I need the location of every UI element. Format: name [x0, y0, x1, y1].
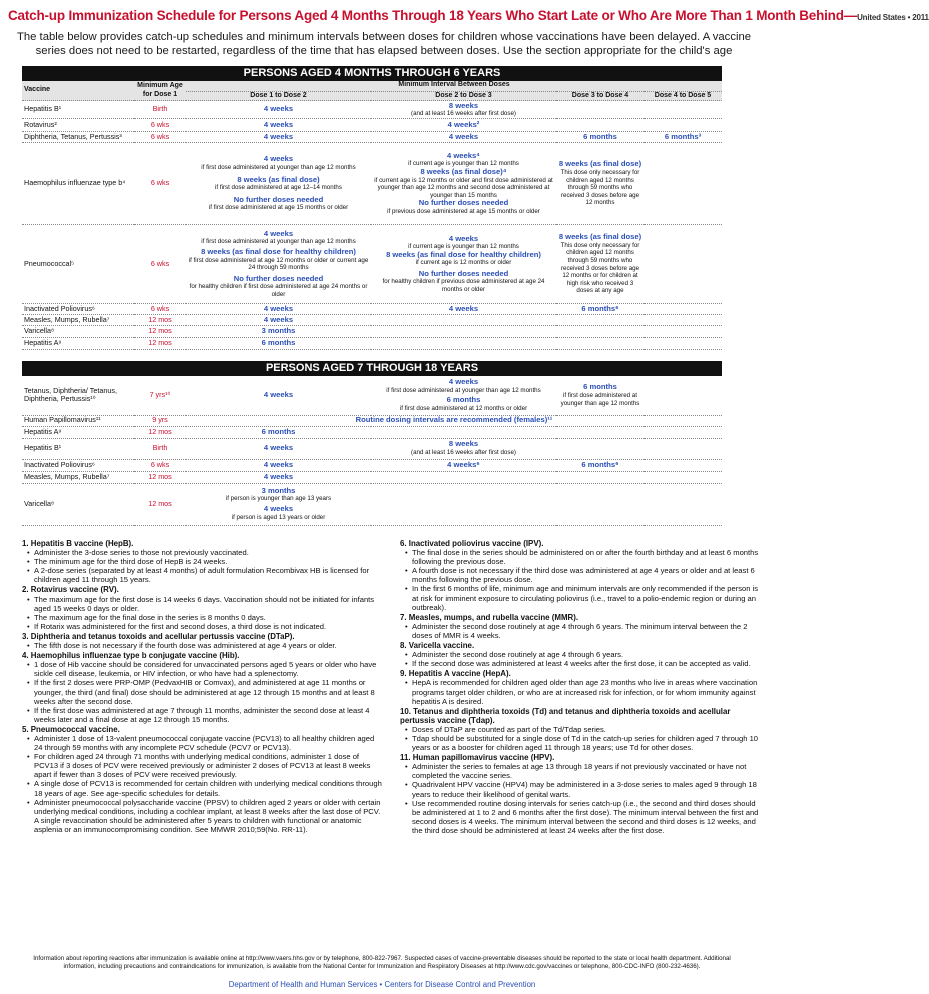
footnote-item: • Administer the second dose routinely at age 4 through 6 years. The minimum interval between the 2 doses of MMR is 4 weeks. [412, 622, 762, 640]
footnotes [22, 538, 762, 835]
interval-note: (and at least 16 weeks after first dose) [411, 110, 516, 118]
vaccine-name: Diphtheria, Tetanus, Pertussis³ [22, 132, 134, 143]
table-row [22, 225, 722, 304]
footnote-list [400, 725, 762, 752]
footnote-item: • If the second dose was administered at least 4 weeks after the first dose, it can be accepted as valid. [412, 659, 762, 668]
footnote-list [22, 660, 384, 724]
header-dose4-5: Dose 4 to Dose 5 [644, 91, 722, 101]
footnote-item: • The fifth dose is not necessary if the fourth dose was administered at age 4 years or older. [34, 641, 384, 650]
footnote-item: • If Rotarix was administered for the first and second doses, a third dose is not indicated. [34, 622, 384, 631]
footnote-list [400, 650, 762, 668]
interval: Routine dosing intervals are recommended (females)¹¹ [186, 415, 722, 426]
vaccine-name: Varicella⁸ [22, 483, 134, 525]
vaccine-name: Inactivated Poliovirus⁶ [22, 304, 134, 315]
footnote-item: • A 2-dose series (separated by at least 4 months) of adult formulation Recombivax HB is licensed for children aged 11 through 15 years. [34, 566, 384, 584]
interval-note: This dose only necessary for children aged 12 months through 59 months who received 3 doses before age 12 months or for children at high risk who received 3 doses at any age [560, 241, 640, 295]
vaccine-name: Rotavirus² [22, 119, 134, 132]
interval: 4 weeks [371, 304, 556, 315]
table-row [22, 101, 722, 119]
interval-note: if person is aged 13 years or older [231, 513, 326, 521]
interval: 8 weeks [448, 439, 479, 449]
footnote-heading: 2. Rotavirus vaccine (RV). [22, 585, 119, 595]
footnote-list [400, 622, 762, 640]
interval-note: if first dose administered at age 12 months or older or current age 24 through 59 months [188, 256, 369, 272]
footnote-item: • 1 dose of Hib vaccine should be considered for unvaccinated persons aged 5 years or older who have sickle cell disease, leukemia, or HIV infection, or who have had a splenectomy. [34, 660, 384, 678]
table-row [22, 415, 722, 426]
page-title: Catch-up Immunization Schedule for Persons Aged 4 Months Through 18 Years Who Start Late or Who Are More Than 1 Month Behind—United States • 2011 [8, 8, 929, 23]
min-age: 9 yrs [134, 415, 186, 426]
interval: 4 weeks⁶ [371, 459, 556, 471]
interval: 4 weeks [186, 304, 371, 315]
header-vaccine: Vaccine [22, 81, 134, 101]
footnote [400, 641, 762, 668]
footnote [400, 613, 762, 640]
vaccine-name: Hepatitis B¹ [22, 101, 134, 119]
table-row [22, 119, 722, 132]
interval: 8 weeks (as final dose) [237, 174, 320, 184]
footnote-heading: 6. Inactivated poliovirus vaccine (IPV). [400, 539, 544, 548]
min-age: 6 wks [134, 132, 186, 143]
interval-note: if previous dose administered at age 15 months or older [387, 207, 540, 215]
table-row [22, 438, 722, 459]
vaccine-name: Hepatitis A⁹ [22, 426, 134, 438]
interval: 4 weeks [263, 504, 294, 513]
section-band-4mo-6yr: PERSONS AGED 4 MONTHS THROUGH 6 YEARS [22, 66, 722, 81]
interval-note: if first dose administered at younger than age 12 months [560, 391, 640, 407]
interval: 3 months [261, 485, 296, 495]
vaccine-name: Hepatitis B¹ [22, 438, 134, 459]
interval: 8 weeks (as final dose for healthy children) [386, 249, 541, 259]
footnote [22, 585, 384, 630]
min-age: 6 wks [134, 143, 186, 225]
footnote-heading: 9. Hepatitis A vaccine (HepA). [400, 669, 511, 679]
footnote-item: • Administer the 3-dose series to those not previously vaccinated. [34, 548, 384, 557]
vaccine-name: Tetanus, Diphtheria/ Tetanus, Diphtheria, Pertussis¹⁰ [22, 376, 134, 415]
table-row [22, 483, 722, 525]
footnote-item: • Doses of DTaP are counted as part of the Td/Tdap series. [412, 725, 762, 734]
footnote-item: • HepA is recommended for children aged older than age 23 months who live in areas where vaccination programs target older children, or who are at increased risk for infection, or for whom immunity against hepatitis A is desired. [412, 678, 762, 705]
footnote-list [400, 762, 762, 835]
footnote-heading: 11. Human papillomavirus vaccine (HPV). [400, 753, 555, 763]
header-dose3-4: Dose 3 to Dose 4 [556, 91, 644, 101]
min-age: 12 mos [134, 483, 186, 525]
interval: 4 weeks [186, 471, 371, 483]
min-age: Birth [134, 438, 186, 459]
interval: 4 weeks [186, 119, 371, 132]
interval-note: for healthy children if previous dose administered at age 24 months or older [382, 278, 545, 294]
interval-note: (and at least 16 weeks after first dose) [411, 449, 516, 456]
footnote-item: • The final dose in the series should be administered on or after the fourth birthday and at least 6 months following the previous dose. [412, 548, 762, 566]
intro-text: The table below provides catch-up schedules and minimum intervals between doses for children whose vaccinations have been delayed. A vaccine series does not need to be restarted, regardless of the time that has elapsed between doses. Use the section appropriate for the child's age [16, 31, 752, 57]
interval: 4 weeks [448, 233, 479, 243]
interval: 8 weeks (as final dose for healthy children) [201, 246, 356, 256]
interval: 4 weeks² [371, 119, 556, 132]
interval: 8 weeks (as final dose)⁴ [420, 166, 507, 176]
table-row [22, 304, 722, 315]
interval: 4 weeks [186, 315, 371, 326]
footer-info: Information about reporting reactions after immunization is available online at http://www.vaers.hhs.gov or by telephone, 800-822-7967. Suspected cases of vaccine-preventable diseases should be reported to the state or local health department. Additional information, including precautions and contraindications for immunization, is available from the National Center for Immunization and Respiratory Diseases at http://www.cdc.gov/vaccines or telephone, 800-CDC-INFO (800-232-4636). [33, 955, 731, 970]
interval: 4 weeks [186, 438, 371, 459]
interval: 4 weeks [263, 154, 294, 164]
interval-note: if current age is 12 months or older and first dose administered at younger than age 12 months and second dose administered at younger than 15 months [374, 176, 553, 199]
footnote-list [22, 641, 384, 650]
footnote [22, 651, 384, 724]
footnote-heading: 3. Diphtheria and tetanus toxoids and acellular pertussis vaccine (DTaP). [22, 631, 295, 641]
vaccine-name: Hepatitis A⁹ [22, 338, 134, 350]
table-row [22, 132, 722, 143]
interval: 4 weeks [186, 132, 371, 143]
header-dose1-2: Dose 1 to Dose 2 [186, 91, 371, 101]
interval-note: if person is younger than age 13 years [225, 495, 332, 503]
min-age: 7 yrs¹⁰ [134, 376, 186, 415]
interval-note: This dose only necessary for children aged 12 months through 59 months who received 3 doses before age 12 months [560, 168, 640, 207]
table-row [22, 143, 722, 225]
interval: 6 months³ [644, 132, 722, 143]
interval: 6 months [556, 132, 644, 143]
table-row [22, 338, 722, 350]
interval: 4 weeks [186, 376, 371, 415]
interval: No further doses needed [418, 268, 509, 278]
table-row [22, 426, 722, 438]
footnotes-left-column [22, 538, 384, 835]
footnote-heading: 5. Pneumococcal vaccine. [22, 724, 120, 734]
footnote [22, 725, 384, 834]
footnote-item: • In the first 6 months of life, minimum age and minimum intervals are only recommended if the person is at risk for imminent exposure to circulating poliovirus (i.e., travel to a polio-endemic region or during an outbreak). [412, 584, 762, 611]
interval-note: for healthy children if first dose administered at age 24 months or older [189, 283, 368, 298]
min-age: 6 wks [134, 459, 186, 471]
footnote-heading: 1. Hepatitis B vaccine (HepB). [22, 539, 134, 548]
table-row [22, 471, 722, 483]
footnote-list [400, 548, 762, 612]
footnote-item: • Tdap should be substituted for a single dose of Td in the catch-up series for children aged 7 through 10 years or as a booster for children aged 11 through 18 years; use Td for other doses. [412, 734, 762, 752]
footnote-list [22, 595, 384, 631]
footnote-item: • A single dose of PCV13 is recommended for certain children with underlying medical conditions through 18 years of age. See age-specific schedules for details. [34, 779, 384, 797]
footnote-list [400, 678, 762, 705]
interval-note: if current age is younger than 12 months [408, 243, 519, 251]
schedule-table-7-18yr [22, 376, 722, 526]
interval-note: if first dose administered at age 15 months or older [208, 204, 349, 212]
interval: 4 weeks [371, 132, 556, 143]
section-band-7-18yr: PERSONS AGED 7 THROUGH 18 YEARS [22, 361, 722, 376]
vaccine-name: Human Papillomavirus¹¹ [22, 415, 134, 426]
footnote [22, 632, 384, 650]
footnote-item: • A fourth dose is not necessary if the third dose was administered at age 4 years or older and at least 6 months following the previous dose. [412, 566, 762, 584]
interval-note: if current age is 12 months or older [415, 259, 512, 267]
footnote-item: • Quadrivalent HPV vaccine (HPV4) may be administered in a 3-dose series to males aged 9 through 18 years to reduce their likelihood of genital warts. [412, 780, 762, 798]
footnote-item: • Administer the second dose routinely at age 4 through 6 years. [412, 650, 762, 659]
interval-note: if current age is younger than 12 months [408, 160, 519, 168]
footnote-heading: 10. Tetanus and diphtheria toxoids (Td) and tetanus and diphtheria toxoids and acellular pertussis vaccine (Tdap). [400, 706, 731, 725]
title-suffix: United States • 2011 [857, 13, 929, 22]
min-age: 6 wks [134, 119, 186, 132]
footnote-heading: 8. Varicella vaccine. [400, 641, 475, 651]
header-dose2-3: Dose 2 to Dose 3 [371, 91, 556, 101]
footnote-item: • The maximum age for the first dose is 14 weeks 6 days. Vaccination should not be initiated for infants aged 15 weeks 0 days or older. [34, 595, 384, 613]
footnote-item: • For children aged 24 through 71 months with underlying medical conditions, administer 1 dose of PCV13 if 3 doses of PCV were received previously or administer 2 doses of PCV13 at least 8 weeks apart if fewer than 3 doses of PCV were received previously. [34, 752, 384, 779]
interval: 4 weeks [186, 459, 371, 471]
vaccine-name: Haemophilus influenzae type b⁴ [22, 143, 134, 225]
footnote [22, 539, 384, 584]
footnote-item: • The minimum age for the third dose of HepB is 24 weeks. [34, 557, 384, 566]
footnote-item: • Administer pneumococcal polysaccharide vaccine (PPSV) to children aged 2 years or older with certain underlying medical conditions, including a cochlear implant, at least 8 weeks after the last dose of PCV. A single revaccination should be administered after 5 years to children with functional or anatomic asplenia or an immunocompromising condition. See MMWR 2010;59(No. RR-11). [34, 798, 384, 834]
interval: 6 months [583, 382, 617, 392]
footer-agency: Department of Health and Human Services • Centers for Disease Control and Prevention [228, 980, 536, 989]
interval: 4 weeks [448, 377, 479, 387]
interval-note: if first dose administered at younger than age 12 months [201, 163, 356, 171]
interval: No further doses needed [418, 198, 509, 208]
interval: 8 weeks (as final dose) [558, 159, 642, 169]
interval: 4 weeks [186, 101, 371, 119]
interval: 8 weeks [448, 100, 479, 110]
vaccine-name: Inactivated Poliovirus⁶ [22, 459, 134, 471]
interval: 3 months [186, 326, 371, 338]
min-age: 12 mos [134, 326, 186, 338]
footnote-heading: 7. Measles, mumps, and rubella vaccine (MMR). [400, 612, 579, 622]
min-age: 12 mos [134, 426, 186, 438]
min-age: 12 mos [134, 471, 186, 483]
interval: 4 weeks⁴ [447, 150, 480, 160]
footnote [400, 539, 762, 612]
vaccine-name: Measles, Mumps, Rubella⁷ [22, 315, 134, 326]
footnote [400, 753, 762, 835]
footnote-heading: 4. Haemophilus influenzae type b conjugate vaccine (Hib). [22, 651, 240, 661]
min-age: 12 mos [134, 315, 186, 326]
interval-note: if first dose administered at younger than age 12 months [201, 238, 356, 246]
vaccine-name: Measles, Mumps, Rubella⁷ [22, 471, 134, 483]
interval: 8 weeks (as final dose) [558, 232, 642, 242]
min-age: 6 wks [134, 225, 186, 304]
table-row [22, 326, 722, 338]
interval: 6 months [186, 426, 371, 438]
interval: 6 months⁶ [556, 304, 644, 315]
footnotes-right-column [400, 538, 762, 835]
interval: 4 weeks [263, 228, 294, 238]
vaccine-name: Varicella⁸ [22, 326, 134, 338]
footnote-list [22, 734, 384, 834]
footnote-item: • Use recommended routine dosing intervals for series catch-up (i.e., the second and third doses should be administered at 1 to 2 and 6 months after the first dose). The minimum interval between the first and second doses is 4 weeks. The minimum interval between the second and third doses is 12 weeks, and the third dose should be administered at least 24 weeks after the first dose. [412, 799, 762, 835]
interval: 6 months [186, 338, 371, 350]
footnote-item: • Administer 1 dose of 13-valent pneumococcal conjugate vaccine (PCV13) to all healthy children aged 24 through 59 months with any incomplete PCV schedule (PCV7 or PCV13). [34, 734, 384, 752]
footnote [400, 669, 762, 705]
min-age: 6 wks [134, 304, 186, 315]
table-row [22, 459, 722, 471]
footnote-item: • The maximum age for the final dose in the series is 8 months 0 days. [34, 613, 384, 622]
interval: No further doses needed [233, 194, 324, 204]
vaccine-name: Pneumococcal⁵ [22, 225, 134, 304]
min-age: 12 mos [134, 338, 186, 350]
interval-note: if first dose administered at age 12–14 months [215, 184, 342, 192]
table-row [22, 376, 722, 415]
footnote-item: • If the first 2 doses were PRP-OMP (PedvaxHIB or Comvax), and administered at age 11 months or younger, the third (and final) dose should be administered at age 12 through 15 months and at least 8 weeks after the second dose. [34, 678, 384, 705]
footnote-item: • Administer the series to females at age 13 through 18 years if not previously vaccinated or have not completed the vaccine series. [412, 762, 762, 780]
schedule-table-4mo-6yr [22, 81, 722, 350]
footnote [400, 707, 762, 752]
interval-note: if first dose administered at 12 months or older [399, 404, 528, 412]
min-age: Birth [134, 101, 186, 119]
table-row [22, 315, 722, 326]
interval: 6 months [446, 395, 481, 405]
footnote-item: • If the first dose was administered at age 7 through 11 months, administer the second dose at least 4 weeks later and a final dose at age 12 through 15 months. [34, 706, 384, 724]
header-min-interval: Minimum Interval Between Doses [186, 81, 722, 91]
interval: 6 months⁶ [556, 459, 644, 471]
header-min-age: Minimum Age for Dose 1 [134, 81, 186, 101]
interval-note: if first dose administered at younger than age 12 months [386, 386, 541, 394]
footnote-list [22, 548, 384, 584]
interval: No further doses needed [233, 273, 324, 283]
